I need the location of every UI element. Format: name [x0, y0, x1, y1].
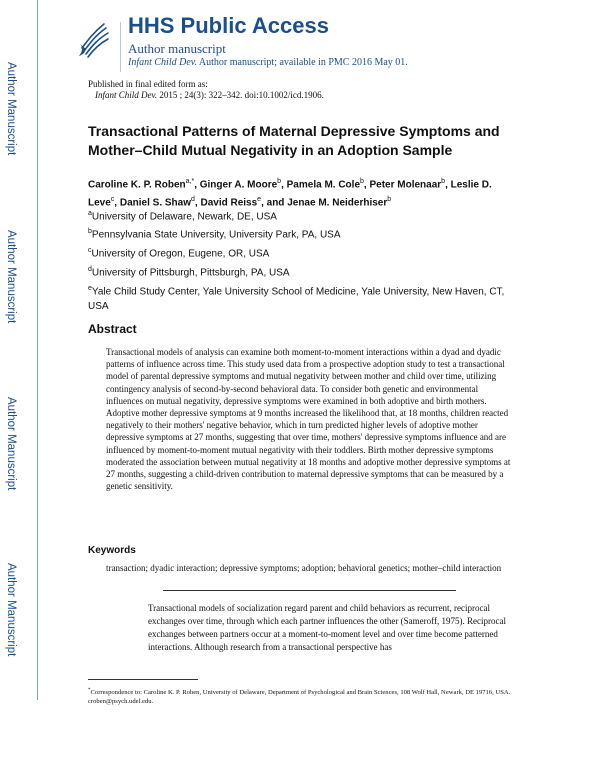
side-label-4: Author Manuscript — [5, 563, 17, 657]
journal-name: Infant Child Dev. — [128, 57, 197, 68]
author-name: David Reiss — [200, 197, 258, 209]
affiliation-text: University of Pittsburgh, Pittsburgh, PA, USA — [91, 267, 290, 279]
affiliation-text: Yale Child Study Center, Yale University School of Medicine, Yale University, New Haven, CT, USA — [88, 286, 505, 313]
author-separator: , — [194, 179, 200, 191]
author-name: Jenae M. Neiderhiser — [287, 197, 388, 209]
keywords-text: transaction; dyadic interaction; depressive symptoms; adoption; behavioral genetics; mother–child interaction — [106, 563, 502, 573]
affiliation-mark: e — [88, 285, 92, 292]
availability-text: Author manuscript; available in PMC 2016 May 01. — [196, 57, 408, 68]
author-separator: , — [281, 179, 287, 191]
citation-journal: Infant Child Dev. — [95, 90, 158, 100]
author-separator: , — [445, 179, 451, 191]
correspondence-footnote — [88, 686, 518, 706]
paper-title: Transactional Patterns of Maternal Depressive Symptoms and Mother–Child Mutual Negativity in an Adoption Sample — [88, 123, 500, 158]
published-label: Published in final edited form as: — [88, 79, 208, 89]
author-name: Leslie D. Leve — [88, 179, 492, 209]
abstract-heading: Abstract — [88, 322, 137, 336]
author-affil-mark: a,* — [185, 178, 195, 185]
left-margin-rule — [37, 0, 38, 700]
affiliation — [88, 262, 518, 280]
header-divider — [120, 22, 121, 72]
author-separator: , — [363, 179, 370, 191]
affiliation-text: Pennsylvania State University, University Park, PA, USA — [91, 229, 341, 241]
body-paragraph: Transactional models of socialization regard parent and child behaviors as recurrent, reciprocal exchanges over time, through which each partner influences the other (Sameroff, 1975). Reciprocal exchanges between partners occur at a moment-to-moment level and over time become patterned interactions. Although research from a transactional perspective has — [148, 603, 506, 652]
citation-details: 2015 ; 24(3): 322–342. doi:10.1002/icd.1906. — [157, 90, 324, 100]
author-manuscript-tag: Author manuscript — [128, 41, 226, 56]
hhs-public-access-title: HHS Public Access — [128, 13, 329, 38]
footnote-text: Correspondence to: Caroline K. P. Roben, University of Delaware, Department of Psychological and Brain Sciences, 108 Wolf Hall, Newark, DE 19716, USA. croben@psych.udel.edu. — [88, 689, 511, 706]
author-affil-mark: c — [110, 196, 115, 204]
author-affil-mark: b — [387, 196, 392, 204]
author-name: Daniel S. Shaw — [119, 197, 191, 209]
side-label-2: Author Manuscript — [5, 230, 17, 324]
author-affil-mark: e — [257, 196, 262, 204]
author-affil-mark: b — [441, 178, 446, 185]
author-separator: , and — [261, 197, 288, 209]
affiliation-text: University of Delaware, Newark, DE, USA — [91, 211, 277, 223]
affiliation — [88, 224, 518, 242]
author-name: Caroline K. P. Roben — [88, 179, 186, 191]
author-affil-mark: d — [191, 196, 195, 204]
affiliation — [88, 281, 518, 314]
keywords-heading: Keywords — [88, 545, 136, 556]
affiliation — [88, 206, 518, 224]
author-affil-mark: b — [360, 178, 364, 185]
author-separator: , — [114, 197, 120, 209]
author-affil-mark: b — [277, 178, 282, 185]
hhs-eagle-logo-icon — [74, 18, 114, 62]
author-name: Peter Molenaar — [369, 179, 442, 191]
affiliation-mark: d — [88, 266, 92, 273]
affiliation-mark: b — [88, 228, 92, 235]
footnote-mark: * — [88, 688, 91, 693]
affiliation — [88, 243, 518, 261]
affiliation-text: University of Oregon, Eugene, OR, USA — [91, 248, 270, 260]
citation — [95, 90, 324, 100]
section-divider — [163, 590, 456, 591]
affiliation-mark: a — [88, 210, 92, 217]
author-separator: , — [194, 197, 201, 209]
side-label-3: Author Manuscript — [5, 397, 17, 491]
side-label-1: Author Manuscript — [5, 62, 17, 156]
author-name: Ginger A. Moore — [199, 179, 278, 191]
author-name: Pamela M. Cole — [286, 179, 360, 191]
journal-availability-line — [128, 57, 408, 68]
affiliation-mark: c — [88, 247, 92, 254]
footnote-divider — [88, 679, 198, 680]
abstract-text: Transactional models of analysis can examine both moment-to-moment interactions within a dyad and dyadic patterns of influence across time. This study used data from a prospective adoption study to test a transactional model of parental depressive symptoms and mutual negativity between mother and child over time, utilizing contingency analysis of second-by-second behavioral data. To consider both genetic and environmental influences on mutual negativity, depressive symptoms were examined in both adoptive and birth mothers. Adoptive mother depressive symptoms at 9 months increased the likelihood that, at 18 months, children reacted negatively to their mothers' negative behavior, which in turn predicted higher levels of adoptive mother depressive symptoms at 27 months, suggesting that over time, mothers' depressive symptoms influence and are influenced by moment-to-moment mutual negativity with their toddlers. Birth mother depressive symptoms moderated the association between mutual negativity at 18 months and adoptive mother depressive symptoms at 27 months, suggesting a child-driven contribution to maternal depressive symptoms that can be measured by a genetic sensitivity. — [106, 347, 511, 492]
